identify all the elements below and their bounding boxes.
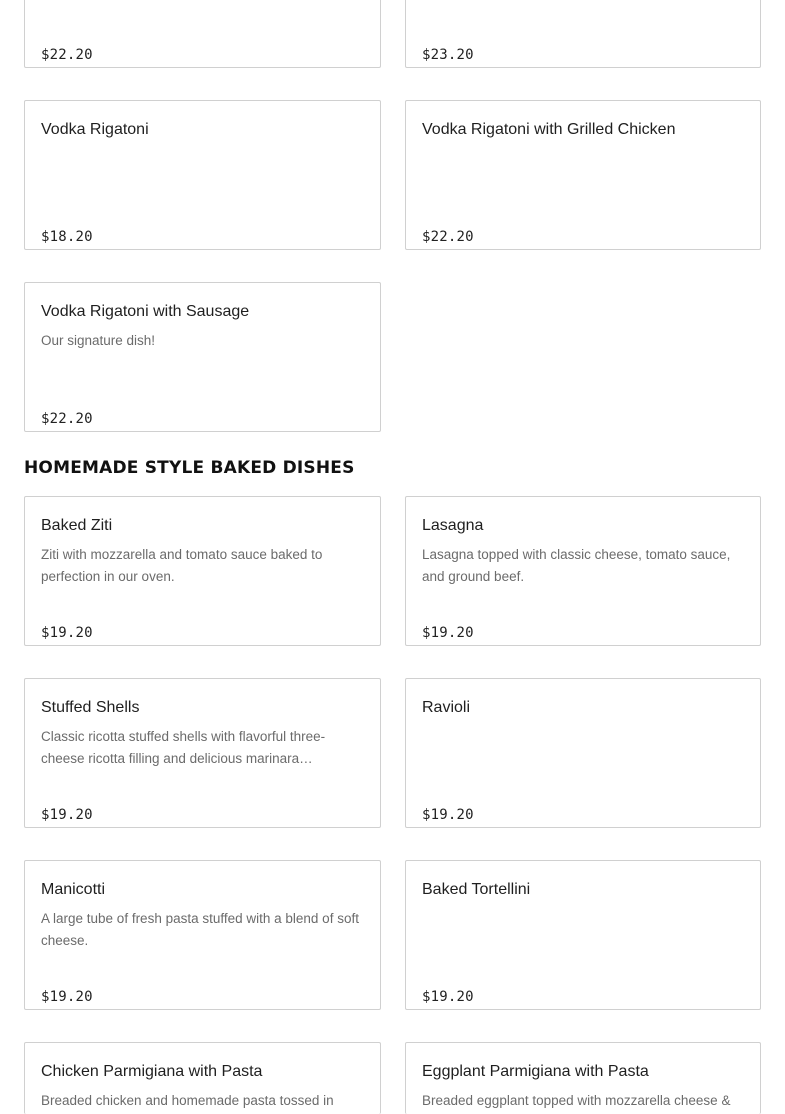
menu-item-card[interactable] — [24, 0, 381, 68]
menu-item-name: Chicken Parmigiana with Pasta — [41, 1063, 263, 1080]
menu-item-card[interactable] — [24, 496, 381, 646]
menu-item-name: Ravioli — [422, 699, 471, 716]
menu-item-price: $18.20 — [41, 229, 93, 245]
menu-item-description: Classic ricotta stuffed shells with flavorful three-cheese ricotta filling and delicious marinara… — [41, 729, 326, 766]
menu-item-card[interactable] — [405, 100, 761, 250]
menu-item-price: $19.20 — [422, 807, 474, 823]
menu-item-description: Ziti with mozzarella and tomato sauce baked to perfection in our oven. — [41, 547, 323, 584]
menu-item-name: Baked Ziti — [41, 517, 113, 534]
menu-item-card[interactable] — [405, 0, 761, 68]
section-heading: HOMEMADE STYLE BAKED DISHES — [24, 458, 355, 478]
menu-item-name: Vodka Rigatoni — [41, 121, 149, 138]
menu-item-description: Our signature dish! — [41, 333, 156, 348]
menu-item-description: Lasagna topped with classic cheese, tomato sauce, and ground beef. — [422, 547, 731, 584]
menu-item-price: $19.20 — [41, 807, 93, 823]
menu-item-description: A large tube of fresh pasta stuffed with a blend of soft cheese. — [41, 911, 359, 948]
menu-item-card[interactable] — [24, 860, 381, 1010]
menu-item-card[interactable] — [24, 678, 381, 828]
menu-item-card[interactable] — [405, 860, 761, 1010]
menu-item-card[interactable] — [24, 282, 381, 432]
menu-item-price: $19.20 — [422, 989, 474, 1005]
menu-item-name: Stuffed Shells — [41, 699, 140, 716]
menu-item-price: $19.20 — [41, 989, 93, 1005]
menu-item-card[interactable] — [405, 496, 761, 646]
menu-item-name: Vodka Rigatoni with Sausage — [41, 303, 250, 320]
menu-item-description: Breaded eggplant topped with mozzarella cheese & — [422, 1093, 731, 1108]
menu-item-price: $19.20 — [41, 625, 93, 641]
menu-item-name: Eggplant Parmigiana with Pasta — [422, 1063, 649, 1080]
menu-item-price: $23.20 — [422, 47, 474, 63]
menu-item-price: $22.20 — [41, 47, 93, 63]
menu-item-name: Vodka Rigatoni with Grilled Chicken — [422, 121, 676, 138]
menu-item-price: $22.20 — [41, 411, 93, 427]
menu-item-price: $22.20 — [422, 229, 474, 245]
menu-item-name: Lasagna — [422, 517, 484, 534]
menu-item-name: Manicotti — [41, 881, 106, 898]
menu-item-description: Breaded chicken and homemade pasta tossed in — [41, 1093, 334, 1108]
menu-item-card[interactable] — [405, 678, 761, 828]
menu-item-card[interactable] — [405, 1042, 761, 1114]
menu-item-card[interactable] — [24, 1042, 381, 1114]
menu-item-card[interactable] — [24, 100, 381, 250]
menu-item-price: $19.20 — [422, 625, 474, 641]
menu-item-name: Baked Tortellini — [422, 881, 531, 898]
